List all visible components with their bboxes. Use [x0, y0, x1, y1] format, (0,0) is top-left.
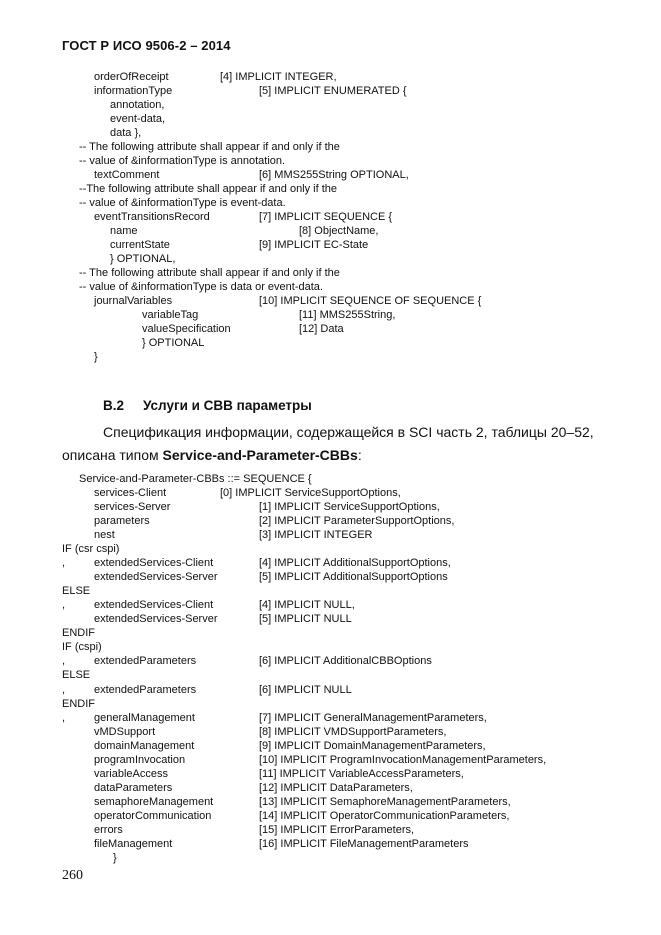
code-type: [7] IMPLICIT GeneralManagementParameters, — [259, 712, 487, 724]
code-identifier: } OPTIONAL — [142, 337, 205, 349]
code-identifier: variableTag — [142, 309, 199, 321]
code-type: [5] IMPLICIT AdditionalSupportOptions — [259, 571, 448, 583]
code-identifier: generalManagement — [94, 712, 195, 724]
code-identifier: dataParameters — [94, 782, 173, 794]
code-type: [4] IMPLICIT AdditionalSupportOptions, — [259, 557, 451, 569]
code-identifier: errors — [94, 824, 123, 836]
code-identifier: journalVariables — [94, 295, 173, 307]
code-type: [13] IMPLICIT SemaphoreManagementParameters, — [259, 796, 511, 808]
code-identifier: domainManagement — [94, 740, 195, 752]
code-comma: , — [62, 712, 66, 724]
code-identifier: extendedParameters — [94, 684, 197, 696]
code-type: [12] IMPLICIT DataParameters, — [259, 782, 413, 794]
code-type: [15] IMPLICIT ErrorParameters, — [259, 824, 415, 836]
code-identifier: Service-and-Parameter-CBBs ::= SEQUENCE { — [79, 473, 312, 485]
code-type: [16] IMPLICIT FileManagementParameters — [259, 838, 469, 850]
code-type: [0] IMPLICIT ServiceSupportOptions, — [220, 487, 401, 499]
code-identifier: } OPTIONAL, — [110, 253, 176, 265]
code-identifier: annotation, — [110, 99, 165, 111]
code-identifier: -- value of &informationType is event-data. — [79, 197, 286, 209]
code-type: [6] IMPLICIT NULL — [259, 684, 352, 696]
code-identifier: event-data, — [110, 113, 166, 125]
code-identifier: variableAccess — [94, 768, 168, 780]
code-type: [5] IMPLICIT ENUMERATED { — [259, 85, 407, 97]
code-identifier: extendedServices-Server — [94, 571, 218, 583]
code-identifier: -- The following attribute shall appear if and only if the — [79, 267, 340, 279]
code-identifier: eventTransitionsRecord — [94, 211, 210, 223]
code-type: [14] IMPLICIT OperatorCommunicationParameters, — [259, 810, 510, 822]
code-type: [2] IMPLICIT ParameterSupportOptions, — [259, 515, 455, 527]
code-identifier: IF (cspi) — [62, 641, 102, 653]
code-identifier: } — [94, 351, 98, 363]
code-type: [5] IMPLICIT NULL — [259, 613, 352, 625]
code-type: [3] IMPLICIT INTEGER — [259, 529, 373, 541]
code-identifier: services-Server — [94, 501, 171, 513]
paragraph-prefix: описана типом — [62, 447, 163, 463]
code-identifier: -- The following attribute shall appear if and only if the — [79, 141, 340, 153]
code-identifier: informationType — [94, 85, 173, 97]
code-type: [1] IMPLICIT ServiceSupportOptions, — [259, 501, 440, 513]
code-type: [6] IMPLICIT AdditionalCBBOptions — [259, 655, 432, 667]
section-title: Услуги и CBB параметры — [143, 398, 312, 413]
code-identifier: extendedServices-Client — [94, 557, 214, 569]
code-identifier: ENDIF — [62, 627, 95, 639]
code-identifier: name — [110, 225, 138, 237]
code-identifier: } — [113, 852, 117, 864]
type-name: Service-and-Parameter-CBBs — [162, 447, 358, 463]
code-identifier: ENDIF — [62, 698, 95, 710]
code-identifier: programInvocation — [94, 754, 186, 766]
code-identifier: vMDSupport — [94, 726, 156, 738]
code-identifier: orderOfReceipt — [94, 71, 169, 83]
code-identifier: extendedParameters — [94, 655, 197, 667]
code-identifier: data }, — [110, 127, 142, 139]
code-comma: , — [62, 557, 66, 569]
code-identifier: valueSpecification — [142, 323, 231, 335]
code-identifier: nest — [94, 529, 115, 541]
section-heading — [103, 398, 312, 413]
code-type: [10] IMPLICIT SEQUENCE OF SEQUENCE { — [259, 295, 482, 307]
code-identifier: ELSE — [62, 585, 91, 597]
code-identifier: ELSE — [62, 669, 91, 681]
paragraph-line-1: Спецификация информации, содержащейся в SCI часть 2, таблицы 20–52, — [103, 424, 594, 440]
code-comma: , — [62, 655, 66, 667]
code-identifier: services-Client — [94, 487, 167, 499]
code-type: [9] IMPLICIT EC-State — [259, 239, 369, 251]
code-identifier: operatorCommunication — [94, 810, 212, 822]
paragraph-line-2 — [62, 447, 362, 463]
section-number: B.2 — [103, 398, 125, 413]
code-identifier: textComment — [94, 169, 160, 181]
page-number: 260 — [62, 868, 83, 883]
code-identifier: fileManagement — [94, 838, 173, 850]
code-type: [8] ObjectName, — [299, 225, 379, 237]
code-identifier: -- value of &informationType is annotation. — [79, 155, 286, 167]
code-identifier: --The following attribute shall appear if and only if the — [79, 183, 338, 195]
code-identifier: extendedServices-Server — [94, 613, 218, 625]
code-type: [10] IMPLICIT ProgramInvocationManagementParameters, — [259, 754, 547, 766]
code-type: [8] IMPLICIT VMDSupportParameters, — [259, 726, 447, 738]
code-type: [6] MMS255String OPTIONAL, — [259, 169, 409, 181]
code-identifier: parameters — [94, 515, 150, 527]
code-identifier: extendedServices-Client — [94, 599, 214, 611]
document-header: ГОСТ Р ИСО 9506-2 – 2014 — [62, 38, 231, 53]
code-identifier: -- value of &informationType is data or event-data. — [79, 281, 323, 293]
code-identifier: IF (csr cspi) — [62, 543, 120, 555]
code-type: [4] IMPLICIT NULL, — [259, 599, 355, 611]
code-type: [7] IMPLICIT SEQUENCE { — [259, 211, 393, 223]
code-type: [11] MMS255String, — [299, 309, 396, 321]
code-identifier: currentState — [110, 239, 170, 251]
code-type: [4] IMPLICIT INTEGER, — [220, 71, 337, 83]
code-comma: , — [62, 599, 66, 611]
code-type: [9] IMPLICIT DomainManagementParameters, — [259, 740, 486, 752]
code-type: [11] IMPLICIT VariableAccessParameters, — [259, 768, 464, 780]
code-type: [12] Data — [299, 323, 344, 335]
paragraph-suffix: : — [357, 447, 362, 463]
code-comma: , — [62, 684, 66, 696]
code-identifier: semaphoreManagement — [94, 796, 214, 808]
